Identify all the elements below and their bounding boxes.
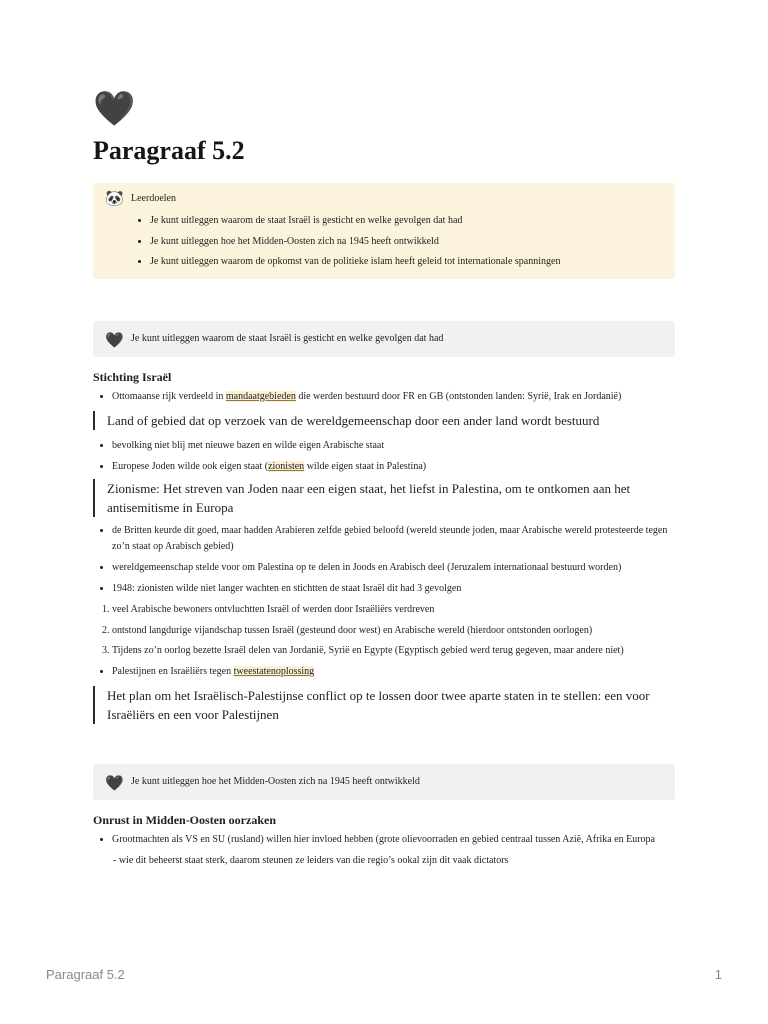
list-item: • Ottomaanse rijk verdeeld in mandaatgebieden die werden bestuurd door FR en GB (ontstonden landen: Syrië, Irak en Jordanië): [112, 389, 675, 405]
bullet-list: [93, 523, 675, 597]
list-item: • Europese Joden wilde ook eigen staat (zionisten wilde eigen staat in Palestina): [112, 459, 675, 475]
quote-block: Zionisme: Het streven van Joden naar een eigen staat, het liefst in Palestina, om te ontkomen aan het antisemitisme in Europa: [93, 479, 675, 517]
section-heading-stichting-israel: Stichting Israël: [93, 369, 172, 384]
sub-item: - wie dit beheerst staat sterk, daarom steunen ze leiders van die regio’s ookal zijn dit vaak dictators: [113, 854, 509, 866]
section-heading-onrust: Onrust in Midden-Oosten oorzaken: [93, 813, 277, 828]
bullet-list: [93, 832, 675, 848]
heart-icon: 🖤: [93, 91, 136, 128]
quote-block: Het plan om het Israëlisch-Palestijnse conflict op te lossen door twee aparte staten in te stellen: een voor Israëliërs en een voor Palestijnen: [93, 686, 675, 724]
list-item: • bevolking niet blij met nieuwe bazen en wilde eigen Arabische staat: [112, 438, 675, 454]
goal-callout-text: Je kunt uitleggen hoe het Midden-Oosten zich na 1945 heeft ontwikkeld: [131, 776, 420, 788]
list-item: • Je kunt uitleggen waarom de staat Israël is gesticht en welke gevolgen dat had: [150, 211, 663, 232]
quote-block: Land of gebied dat op verzoek van de wereldgemeenschap door een ander land wordt bestuurd: [93, 411, 675, 430]
learning-goals-body: [131, 191, 663, 273]
bullet-list: [93, 389, 675, 405]
list-item: • Grootmachten als VS en SU (rusland) willen hier invloed hebben (grote olievoorraden en gebied centraal tussen Azië, Afrika en Europa: [112, 832, 675, 848]
footer-title: Paragraaf 5.2: [46, 967, 125, 982]
page-content: [93, 90, 675, 869]
list-item: • Palestijnen en Israëliërs tegen tweestatenoplossing: [112, 664, 675, 680]
goal-callout-2: [93, 764, 675, 800]
term-mandaatgebieden: mandaatgebieden: [225, 390, 296, 402]
list-item: 2. ontstond langdurige vijandschap tussen Israël (gesteund door west) en Arabische wereld (hierdoor ontstonden oorlogen): [112, 623, 675, 639]
term-zionisten: zionisten: [268, 460, 305, 472]
page-title: Paragraaf 5.2: [93, 136, 245, 165]
list-item: • de Britten keurde dit goed, maar hadden Arabieren zelfde gebied beloofd (wereld steunde joden, maar Arabische wereld protesteerde tegen zo’n staat op Arabisch gebied): [112, 523, 675, 555]
learning-goals-list: [131, 211, 663, 273]
heart-icon: 🖤: [105, 776, 124, 793]
list-item: • 1948: zionisten wilde niet langer wachten en stichtten de staat Israël dit had 3 gevolgen: [112, 581, 675, 597]
list-item: 1. veel Arabische bewoners ontvluchtten Israël of werden door Israëliërs verdreven: [112, 602, 675, 618]
panda-icon: 🐼: [105, 191, 124, 207]
list-item: • wereldgemeenschap stelde voor om Palestina op te delen in Joods en Arabisch deel (Jeruzalem internationaal bestuurd worden): [112, 560, 675, 576]
numbered-list: [93, 602, 675, 660]
list-item: 3. Tijdens zo’n oorlog bezette Israël delen van Jordanië, Syrië en Egypte (Egyptisch gebied werd terug gegeven, maar andere niet): [112, 643, 675, 659]
list-item: • Je kunt uitleggen hoe het Midden-Oosten zich na 1945 heeft ontwikkeld: [150, 232, 663, 253]
bullet-list: [93, 664, 675, 680]
list-item: • Je kunt uitleggen waarom de opkomst van de politieke islam heeft geleid tot internationale spanningen: [150, 252, 663, 273]
term-tweestatenoplossing: tweestatenoplossing: [233, 666, 315, 678]
page-number: 1: [714, 967, 722, 982]
goal-callout-1: [93, 321, 675, 357]
learning-goals-callout: [93, 183, 675, 279]
bullet-list: [93, 438, 675, 475]
learning-goals-label: Leerdoelen: [131, 193, 176, 204]
goal-callout-text: Je kunt uitleggen waarom de staat Israël is gesticht en welke gevolgen dat had: [131, 332, 444, 344]
heart-icon: 🖤: [105, 332, 124, 349]
